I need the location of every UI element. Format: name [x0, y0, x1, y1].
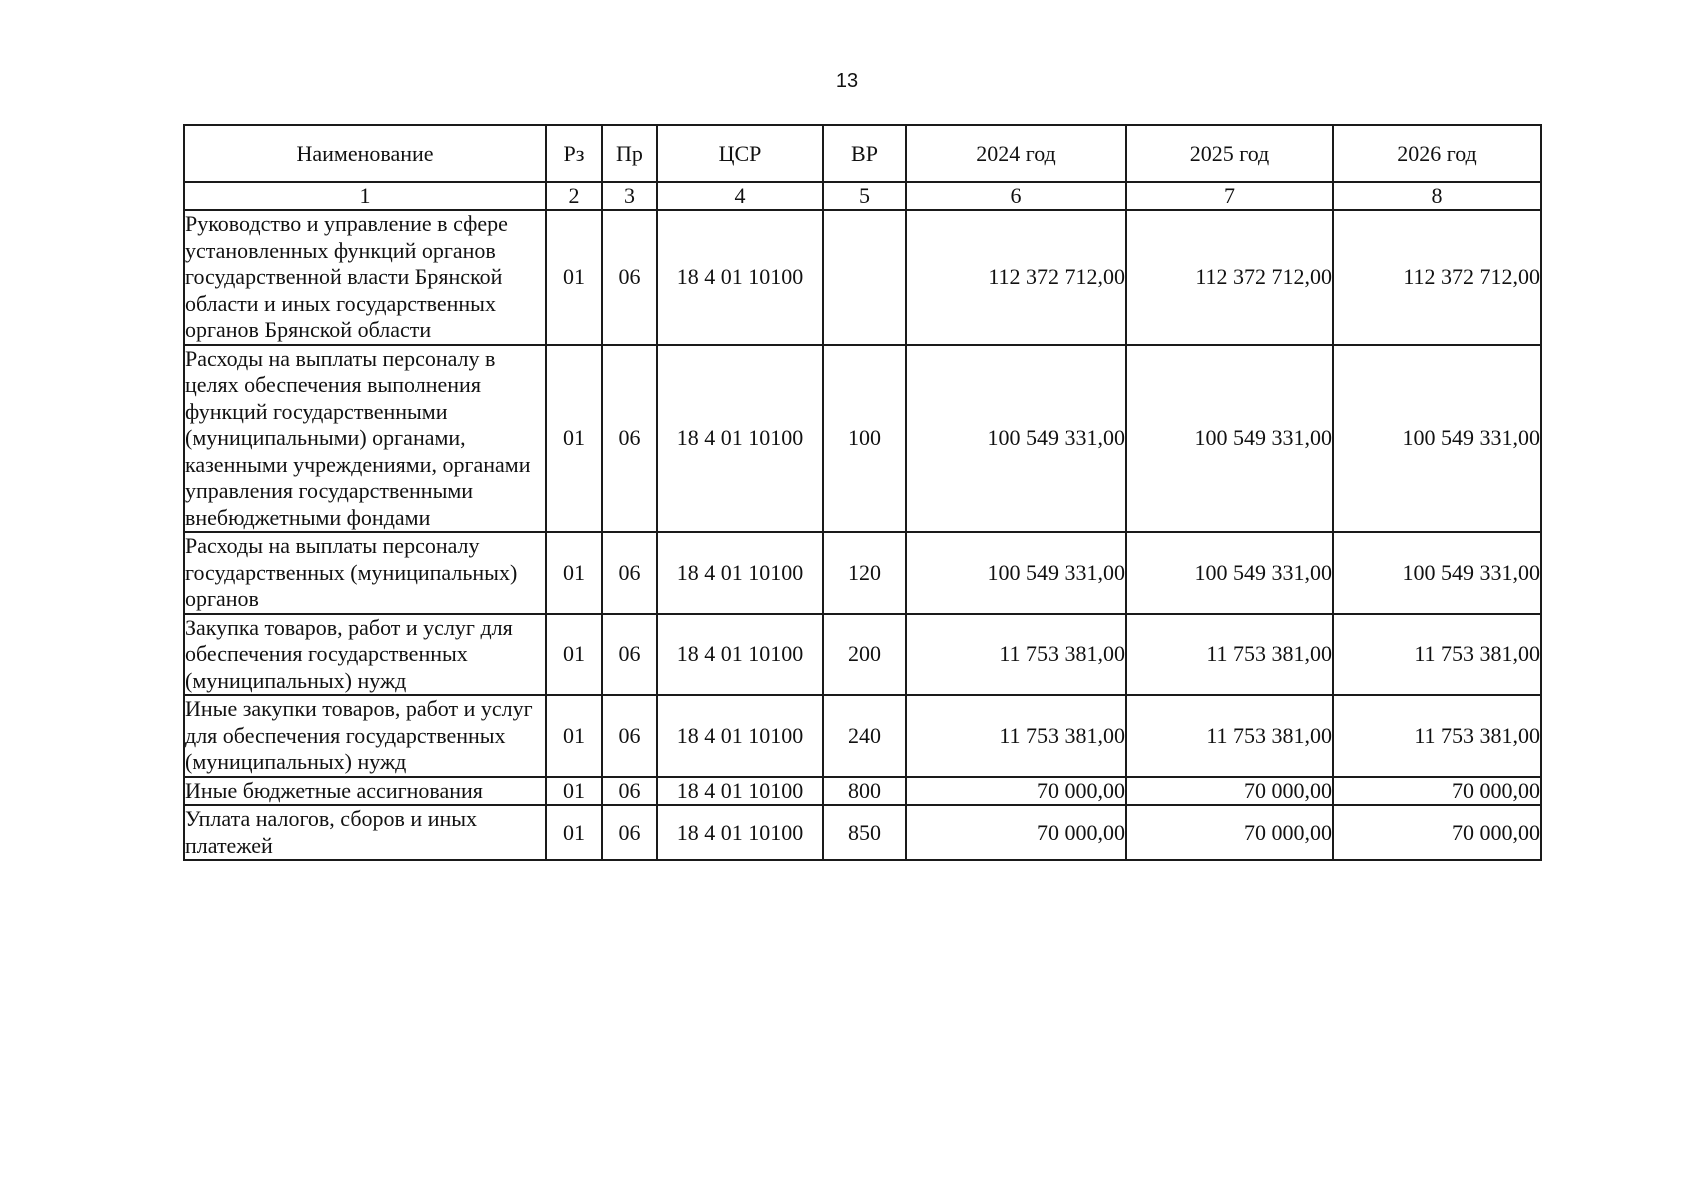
row-rz: 01 — [546, 210, 602, 345]
row-amount-2024: 11 753 381,00 — [906, 695, 1126, 777]
row-name: Расходы на выплаты персоналу государственных (муниципальных) органов — [184, 532, 546, 614]
row-rz: 01 — [546, 695, 602, 777]
table-row — [184, 805, 1541, 860]
column-number-row — [184, 182, 1541, 210]
column-number: 7 — [1126, 182, 1333, 210]
table-row — [184, 210, 1541, 345]
row-csr: 18 4 01 10100 — [657, 532, 823, 614]
header-2025: 2025 год — [1126, 125, 1333, 182]
header-vr: ВР — [823, 125, 906, 182]
budget-table — [183, 124, 1542, 861]
column-number: 2 — [546, 182, 602, 210]
row-pr: 06 — [602, 805, 657, 860]
column-number: 3 — [602, 182, 657, 210]
row-amount-2025: 100 549 331,00 — [1126, 345, 1333, 533]
row-amount-2024: 100 549 331,00 — [906, 345, 1126, 533]
row-amount-2026: 100 549 331,00 — [1333, 532, 1541, 614]
row-amount-2024: 112 372 712,00 — [906, 210, 1126, 345]
row-rz: 01 — [546, 777, 602, 806]
row-amount-2025: 70 000,00 — [1126, 805, 1333, 860]
row-pr: 06 — [602, 210, 657, 345]
column-number: 6 — [906, 182, 1126, 210]
header-rz: Рз — [546, 125, 602, 182]
row-vr — [823, 210, 906, 345]
column-number: 5 — [823, 182, 906, 210]
row-amount-2026: 70 000,00 — [1333, 777, 1541, 806]
header-pr: Пр — [602, 125, 657, 182]
row-rz: 01 — [546, 532, 602, 614]
row-amount-2024: 70 000,00 — [906, 805, 1126, 860]
row-csr: 18 4 01 10100 — [657, 210, 823, 345]
header-csr: ЦСР — [657, 125, 823, 182]
row-amount-2025: 112 372 712,00 — [1126, 210, 1333, 345]
row-csr: 18 4 01 10100 — [657, 805, 823, 860]
row-amount-2024: 11 753 381,00 — [906, 614, 1126, 696]
row-amount-2026: 112 372 712,00 — [1333, 210, 1541, 345]
table-row — [184, 345, 1541, 533]
column-number: 8 — [1333, 182, 1541, 210]
row-amount-2025: 100 549 331,00 — [1126, 532, 1333, 614]
row-amount-2026: 11 753 381,00 — [1333, 695, 1541, 777]
column-number: 4 — [657, 182, 823, 210]
row-vr: 850 — [823, 805, 906, 860]
row-vr: 240 — [823, 695, 906, 777]
row-csr: 18 4 01 10100 — [657, 777, 823, 806]
row-amount-2026: 70 000,00 — [1333, 805, 1541, 860]
row-amount-2024: 70 000,00 — [906, 777, 1126, 806]
row-pr: 06 — [602, 614, 657, 696]
row-vr: 100 — [823, 345, 906, 533]
row-amount-2026: 11 753 381,00 — [1333, 614, 1541, 696]
row-name: Руководство и управление в сфере установленных функций органов государственной власти Брянской области и иных государственных органов Брянской области — [184, 210, 546, 345]
row-amount-2025: 11 753 381,00 — [1126, 695, 1333, 777]
row-rz: 01 — [546, 805, 602, 860]
table-row — [184, 777, 1541, 806]
row-name: Иные закупки товаров, работ и услуг для обеспечения государственных (муниципальных) нужд — [184, 695, 546, 777]
row-amount-2024: 100 549 331,00 — [906, 532, 1126, 614]
table-row — [184, 695, 1541, 777]
row-vr: 120 — [823, 532, 906, 614]
row-name: Закупка товаров, работ и услуг для обеспечения государственных (муниципальных) нужд — [184, 614, 546, 696]
row-pr: 06 — [602, 777, 657, 806]
header-2024: 2024 год — [906, 125, 1126, 182]
row-rz: 01 — [546, 345, 602, 533]
column-number: 1 — [184, 182, 546, 210]
row-csr: 18 4 01 10100 — [657, 614, 823, 696]
row-csr: 18 4 01 10100 — [657, 695, 823, 777]
row-pr: 06 — [602, 345, 657, 533]
table-row — [184, 614, 1541, 696]
row-pr: 06 — [602, 695, 657, 777]
row-csr: 18 4 01 10100 — [657, 345, 823, 533]
row-vr: 800 — [823, 777, 906, 806]
header-2026: 2026 год — [1333, 125, 1541, 182]
row-amount-2025: 11 753 381,00 — [1126, 614, 1333, 696]
row-amount-2026: 100 549 331,00 — [1333, 345, 1541, 533]
header-row — [184, 125, 1541, 182]
row-name: Иные бюджетные ассигнования — [184, 777, 546, 806]
row-rz: 01 — [546, 614, 602, 696]
table-row — [184, 532, 1541, 614]
row-name: Расходы на выплаты персоналу в целях обеспечения выполнения функций государственными (муниципальными) органами, казенными учреждениями, органами управления государственными внебюджетными фондами — [184, 345, 546, 533]
row-amount-2025: 70 000,00 — [1126, 777, 1333, 806]
row-vr: 200 — [823, 614, 906, 696]
header-name: Наименование — [184, 125, 546, 182]
row-name: Уплата налогов, сборов и иных платежей — [184, 805, 546, 860]
row-pr: 06 — [602, 532, 657, 614]
page-number: 13 — [835, 70, 859, 92]
